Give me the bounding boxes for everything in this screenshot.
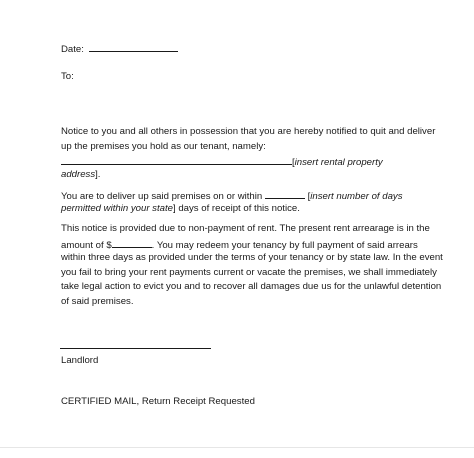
paragraph-1-line-3: [61, 154, 383, 171]
signature-line: [60, 348, 211, 349]
to-label: To:: [61, 71, 74, 82]
page-bottom-divider: [0, 447, 474, 448]
paragraph-3-line-4: you fail to bring your rent payments current or vacate the premises, we shall immediately: [61, 267, 437, 278]
insert-days-hint: insert number of days: [310, 191, 403, 202]
date-line: [61, 41, 178, 58]
paragraph-3-line-5: take legal action to evict you and to recover all damages due us for the unlawful detention: [61, 281, 442, 292]
certified-mail-note: CERTIFIED MAIL, Return Receipt Requested: [61, 396, 255, 407]
paragraph-3-line-3: within three days as provided under the terms of your tenancy or by state law. In the event: [61, 252, 443, 263]
bracket-open: [: [292, 157, 295, 168]
state-hint: permitted within your state: [61, 203, 173, 214]
deliver-text: You are to deliver up said premises on or within: [61, 191, 263, 202]
paragraph-1-line-4: [61, 168, 100, 183]
paragraph-3-line-1: This notice is provided due to non-payment of rent. The present rent arrearage is in the: [61, 223, 430, 234]
redeem-text: . You may redeem your tenancy by full payment of said arrears: [151, 240, 418, 251]
to-line: [61, 70, 74, 85]
days-bracket-open: [: [307, 191, 311, 202]
amount-label: amount of $: [61, 240, 112, 251]
bracket-close: ].: [95, 169, 101, 180]
days-blank: [265, 188, 305, 199]
landlord-label: Landlord: [61, 355, 99, 366]
paragraph-2-line-2: [61, 202, 300, 217]
amount-blank: [112, 237, 152, 248]
date-label: Date:: [61, 44, 84, 55]
days-receipt-text: ] days of receipt of this notice.: [172, 203, 300, 214]
date-blank: [89, 41, 178, 52]
paragraph-1-line-1: Notice to you and all others in possession that you are hereby notified to quit and deliver: [61, 126, 436, 137]
address-hint: address: [61, 169, 96, 180]
property-blank: [61, 154, 292, 165]
paragraph-1-line-2: up the premises you hold as our tenant, namely:: [61, 141, 266, 152]
insert-property-hint: insert rental property: [294, 157, 383, 168]
paragraph-3-line-6: of said premises.: [61, 296, 134, 307]
